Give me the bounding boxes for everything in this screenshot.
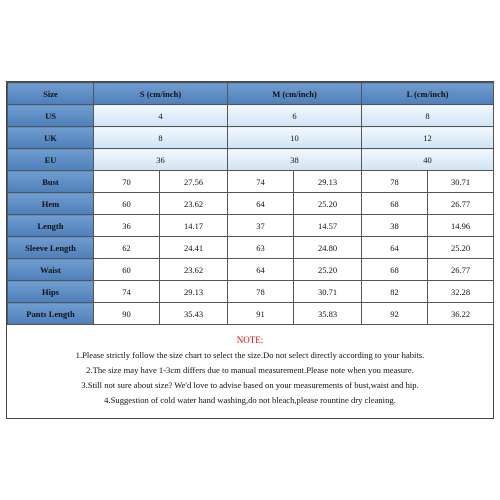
measure-label: Bust	[8, 171, 94, 193]
measure-s-in: 27.56	[160, 171, 228, 193]
measure-label: Pants Length	[8, 303, 94, 325]
measure-l-cm: 68	[362, 259, 428, 281]
measure-row	[8, 215, 494, 237]
measure-s-in: 35.43	[160, 303, 228, 325]
size-m-value: 6	[228, 105, 362, 127]
measure-s-cm: 60	[94, 193, 160, 215]
size-l-value: 8	[362, 105, 494, 127]
measure-s-in: 23.62	[160, 259, 228, 281]
measure-l-in: 30.71	[428, 171, 494, 193]
measure-m-cm: 64	[228, 193, 294, 215]
measure-l-in: 26.77	[428, 193, 494, 215]
size-l-value: 40	[362, 149, 494, 171]
measure-s-in: 23.62	[160, 193, 228, 215]
region-row	[8, 127, 494, 149]
measure-s-in: 24.41	[160, 237, 228, 259]
measure-m-cm: 91	[228, 303, 294, 325]
note-line-3: 3.Still not sure about size? We'd love to advise based on your measurements of bust,waist and hip.	[81, 380, 419, 390]
size-m-header: M (cm/inch)	[228, 83, 362, 105]
header-row	[8, 83, 494, 105]
measure-s-cm: 36	[94, 215, 160, 237]
size-m-value: 10	[228, 127, 362, 149]
size-s-value: 4	[94, 105, 228, 127]
size-m-value: 38	[228, 149, 362, 171]
measure-m-in: 29.13	[294, 171, 362, 193]
measure-l-cm: 78	[362, 171, 428, 193]
note-line-4: 4.Suggestion of cold water hand washing,do not bleach,please rountine dry cleaning.	[104, 395, 396, 405]
measure-l-cm: 68	[362, 193, 428, 215]
measure-label: Length	[8, 215, 94, 237]
size-l-header: L (cm/inch)	[362, 83, 494, 105]
size-s-value: 8	[94, 127, 228, 149]
measure-row	[8, 237, 494, 259]
measure-label: Sleeve Length	[8, 237, 94, 259]
measure-l-in: 36.22	[428, 303, 494, 325]
measure-m-in: 30.71	[294, 281, 362, 303]
measure-l-cm: 92	[362, 303, 428, 325]
measure-s-cm: 90	[94, 303, 160, 325]
note-line-2: 2.The size may have 1-3cm differs due to manual measurement.Please note when you measure.	[86, 365, 414, 375]
measure-m-cm: 74	[228, 171, 294, 193]
measure-row	[8, 171, 494, 193]
measure-l-in: 14.96	[428, 215, 494, 237]
measure-m-in: 24.80	[294, 237, 362, 259]
measure-m-cm: 64	[228, 259, 294, 281]
measure-s-cm: 74	[94, 281, 160, 303]
measure-label: Hem	[8, 193, 94, 215]
note-line-1: 1.Please strictly follow the size chart to select the size.Do not select directly according to your habits.	[75, 350, 425, 360]
size-table	[7, 82, 494, 325]
measure-l-cm: 38	[362, 215, 428, 237]
region-label: UK	[8, 127, 94, 149]
measure-l-cm: 64	[362, 237, 428, 259]
measure-row	[8, 259, 494, 281]
measure-s-in: 14.17	[160, 215, 228, 237]
measure-m-in: 25.20	[294, 259, 362, 281]
region-row	[8, 105, 494, 127]
measure-m-in: 14.57	[294, 215, 362, 237]
size-s-header: S (cm/inch)	[94, 83, 228, 105]
measure-row	[8, 303, 494, 325]
notes-section	[7, 328, 493, 418]
size-s-value: 36	[94, 149, 228, 171]
measure-label: Waist	[8, 259, 94, 281]
size-l-value: 12	[362, 127, 494, 149]
measure-m-in: 35.83	[294, 303, 362, 325]
measure-label: Hips	[8, 281, 94, 303]
region-row	[8, 149, 494, 171]
measure-s-cm: 62	[94, 237, 160, 259]
measure-l-in: 25.20	[428, 237, 494, 259]
measure-m-cm: 63	[228, 237, 294, 259]
region-label: EU	[8, 149, 94, 171]
measure-m-in: 25.20	[294, 193, 362, 215]
size-header: Size	[8, 83, 94, 105]
measure-l-in: 32.28	[428, 281, 494, 303]
measure-s-cm: 60	[94, 259, 160, 281]
note-title: NOTE:	[236, 335, 264, 345]
measure-s-in: 29.13	[160, 281, 228, 303]
measure-l-in: 26.77	[428, 259, 494, 281]
measure-row	[8, 281, 494, 303]
measure-s-cm: 70	[94, 171, 160, 193]
measure-l-cm: 82	[362, 281, 428, 303]
measure-m-cm: 37	[228, 215, 294, 237]
size-chart	[6, 81, 494, 419]
measure-m-cm: 78	[228, 281, 294, 303]
region-label: US	[8, 105, 94, 127]
measure-row	[8, 193, 494, 215]
